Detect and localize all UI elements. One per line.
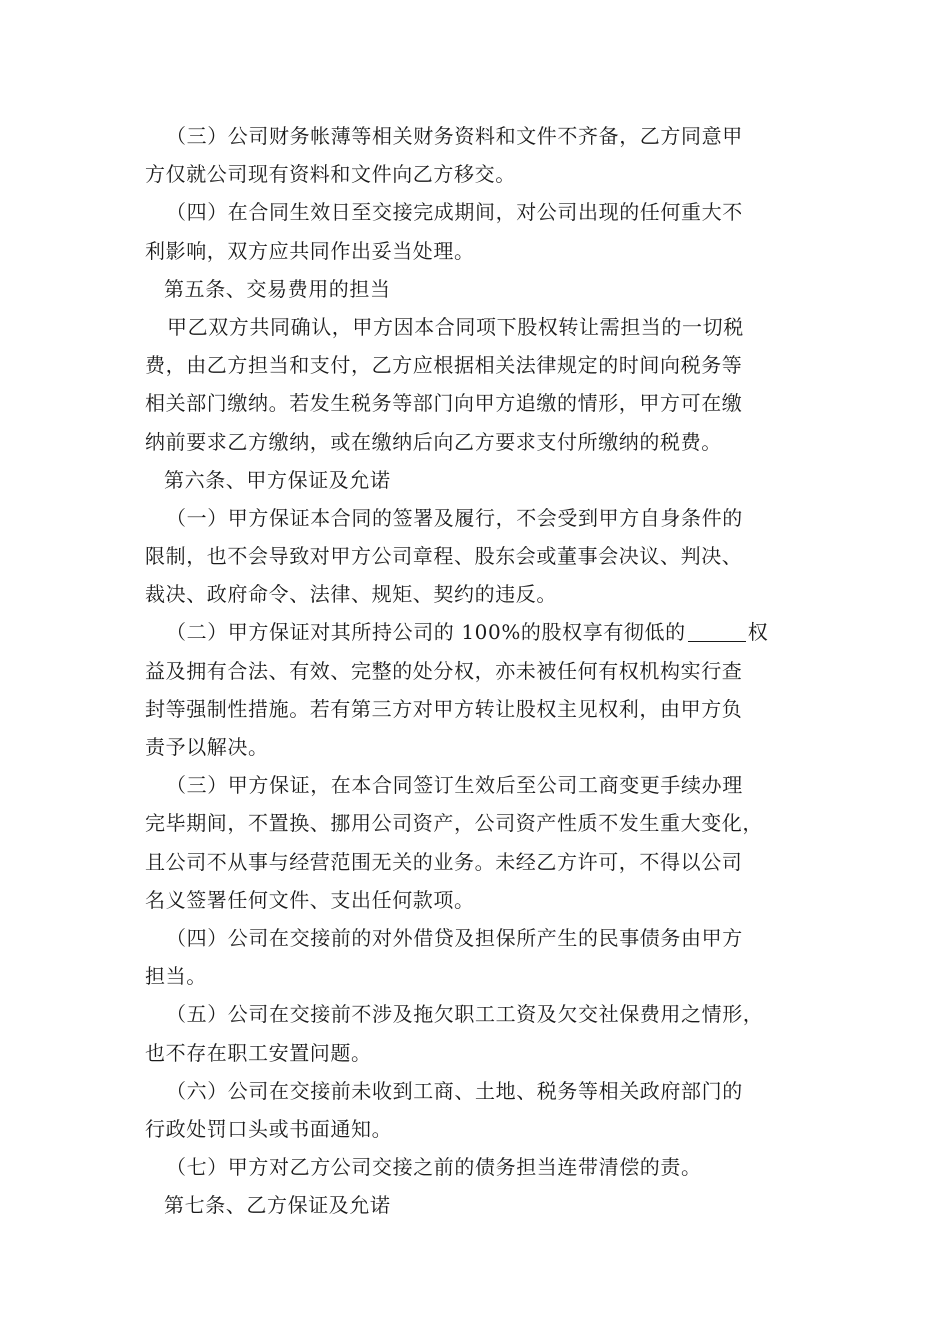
paragraph-line: 甲乙双方共同确认，甲方因本合同项下股权转让需担当的一切税 [167, 314, 744, 339]
paragraph-line: 名义签署任何文件、支出任何款项。 [145, 887, 475, 912]
section-heading-6: 第六条、甲方保证及允诺 [164, 467, 391, 492]
document-body [145, 117, 815, 1224]
paragraph-line: （一）甲方保证本合同的签署及履行，不会受到甲方自身条件的 [166, 505, 743, 530]
paragraph-line: 行政处罚口头或书面通知。 [145, 1116, 393, 1141]
paragraph-line: 益及拥有合法、有效、完整的处分权，亦未被任何有权机构实行查 [145, 658, 743, 683]
paragraph-line: （七）甲方对乙方公司交接之前的债务担当连带清偿的责。 [166, 1155, 702, 1180]
paragraph-line: （六）公司在交接前未收到工商、土地、税务等相关政府部门的 [166, 1078, 743, 1103]
paragraph-line: 限制，也不会导致对甲方公司章程、股东会或董事会决议、判决、 [145, 544, 743, 569]
paragraph-line: 裁决、政府命令、法律、规矩、契约的违反。 [145, 582, 557, 607]
paragraph-line: （四）在合同生效日至交接完成期间，对公司出现的任何重大不 [166, 200, 743, 225]
section-heading-7: 第七条、乙方保证及允诺 [164, 1193, 391, 1218]
paragraph-line: 封等强制性措施。若有第三方对甲方转让股权主见权利，由甲方负 [145, 696, 743, 721]
paragraph-line: 利影响，双方应共同作出妥当处理。 [145, 238, 475, 263]
fill-in-blank [688, 619, 746, 642]
paragraph-line: （五）公司在交接前不涉及拖欠职工工资及欠交社保费用之情形， [166, 1002, 764, 1027]
paragraph-line: 责予以解决。 [145, 735, 269, 759]
paragraph-line: 相关部门缴纳。若发生税务等部门向甲方追缴的情形，甲方可在缴 [145, 391, 743, 416]
paragraph-line-with-blank [145, 613, 815, 651]
paragraph-line: 纳前要求乙方缴纳，或在缴纳后向乙方要求支付所缴纳的税费。 [145, 429, 722, 454]
paragraph-text: （二）甲方保证对其所持公司的 100%的股权享有彻低的 [166, 620, 686, 645]
paragraph-line: 担当。 [145, 964, 207, 989]
section-heading-5: 第五条、交易费用的担当 [164, 276, 391, 301]
paragraph-text: 权 [747, 620, 769, 645]
paragraph-line: 也不存在职工安置问题。 [145, 1040, 372, 1065]
paragraph-line: （四）公司在交接前的对外借贷及担保所产生的民事债务由甲方 [166, 925, 743, 950]
paragraph-line: 费，由乙方担当和支付，乙方应根据相关法律规定的时间向税务等 [145, 353, 743, 378]
paragraph-line: （三）公司财务帐薄等相关财务资料和文件不齐备，乙方同意甲 [166, 124, 743, 148]
paragraph-line: （三）甲方保证，在本合同签订生效后至公司工商变更手续办理 [166, 773, 743, 798]
paragraph-line: 完毕期间，不置换、挪用公司资产，公司资产性质不发生重大变化， [145, 811, 763, 836]
paragraph-line: 方仅就公司现有资料和文件向乙方移交。 [145, 162, 516, 187]
paragraph-line: 且公司不从事与经营范围无关的业务。未经乙方许可，不得以公司 [145, 849, 743, 874]
